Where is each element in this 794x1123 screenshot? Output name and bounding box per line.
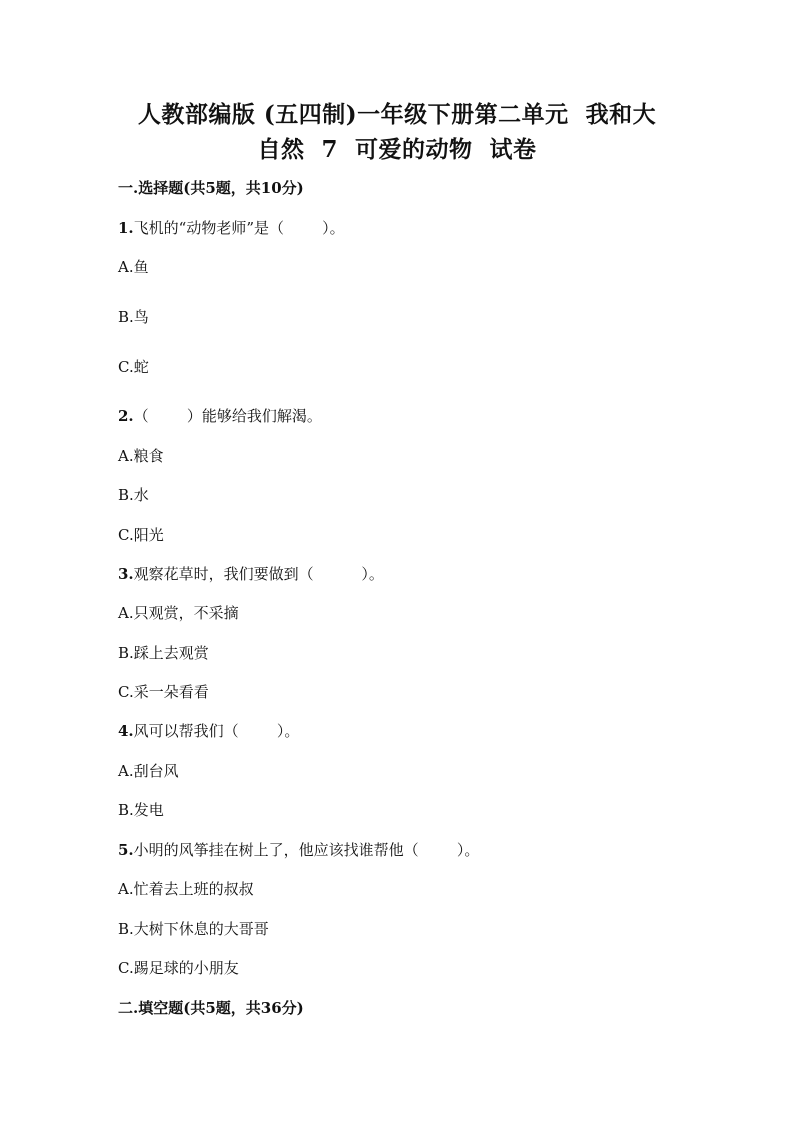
question-5 bbox=[118, 841, 479, 859]
question-number: 5. bbox=[118, 841, 134, 859]
question-number: 2. bbox=[118, 407, 134, 425]
question-text: 飞机的“动物老师”是（ ）。 bbox=[133, 219, 345, 237]
question-text: 小明的风筝挂在树上了，他应该找谁帮他（ ）。 bbox=[133, 841, 480, 859]
q3-option-b: B.踩上去观赏 bbox=[118, 644, 209, 662]
section-heading-fill-blank: 二.填空题(共5题，共36分) bbox=[118, 999, 304, 1017]
q1-option-c: C.蛇 bbox=[118, 358, 149, 376]
question-2 bbox=[118, 407, 322, 425]
q4-option-a: A.刮台风 bbox=[118, 762, 179, 780]
q3-option-a: A.只观赏，不采摘 bbox=[118, 604, 239, 622]
q1-option-b: B.鸟 bbox=[118, 308, 149, 326]
q3-option-c: C.采一朵看看 bbox=[118, 683, 209, 701]
question-number: 1. bbox=[118, 219, 134, 237]
question-text: （ ）能够给我们解渴。 bbox=[133, 407, 322, 425]
q5-option-a: A.忙着去上班的叔叔 bbox=[118, 880, 254, 898]
exam-title-line2: 自然 7 可爱的动物 试卷 bbox=[257, 136, 537, 163]
question-1 bbox=[118, 219, 345, 237]
q2-option-a: A.粮食 bbox=[118, 447, 164, 465]
q1-option-a: A.鱼 bbox=[118, 258, 149, 276]
question-text: 风可以帮我们（ ）。 bbox=[133, 722, 300, 740]
question-text: 观察花草时，我们要做到（ ）。 bbox=[133, 565, 384, 583]
section-heading-choice: 一.选择题(共5题，共10分) bbox=[118, 179, 304, 197]
question-3 bbox=[118, 565, 384, 583]
question-number: 3. bbox=[118, 565, 134, 583]
q4-option-b: B.发电 bbox=[118, 801, 164, 819]
question-number: 4. bbox=[118, 722, 134, 740]
q5-option-b: B.大树下休息的大哥哥 bbox=[118, 920, 269, 938]
exam-title-line1: 人教部编版 (五四制)一年级下册第二单元 我和大 bbox=[137, 101, 657, 128]
question-4 bbox=[118, 722, 299, 740]
q5-option-c: C.踢足球的小朋友 bbox=[118, 959, 239, 977]
q2-option-c: C.阳光 bbox=[118, 526, 164, 544]
q2-option-b: B.水 bbox=[118, 486, 149, 504]
